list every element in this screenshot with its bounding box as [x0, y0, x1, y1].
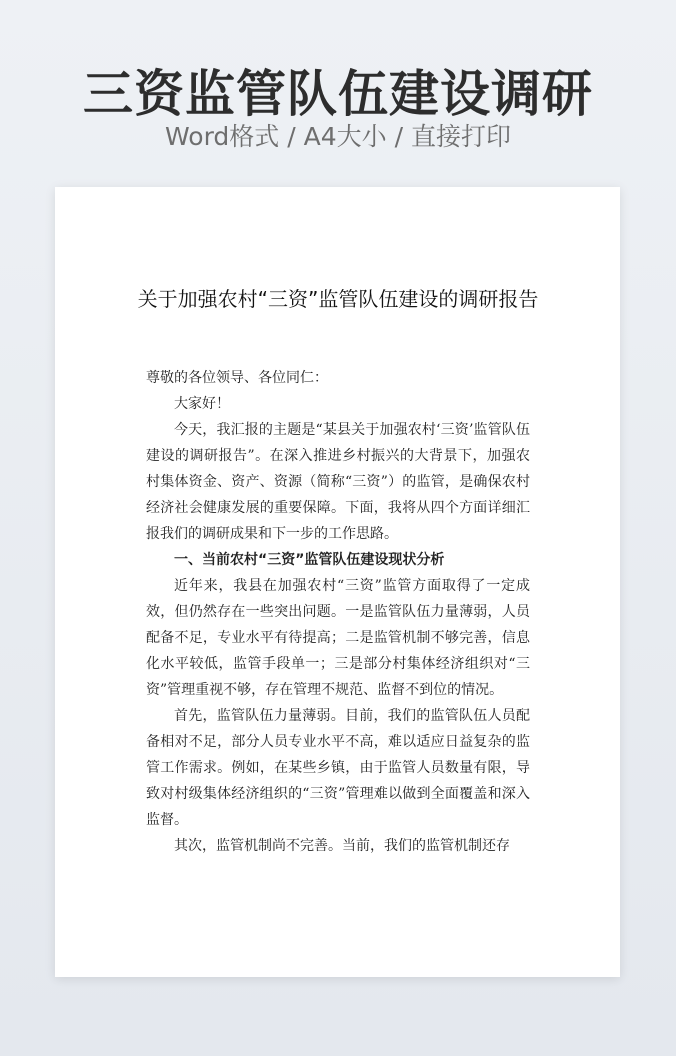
greeting: 大家好！ [174, 396, 230, 412]
banner-title: 三资监管队伍建设调研 [83, 65, 593, 123]
paragraph: 其次，监管机制尚不完善。当前，我们的监管机制还存 [174, 838, 510, 854]
document-title: 关于加强农村“三资”监管队伍建设的调研报告 [137, 287, 539, 311]
document-body [146, 365, 530, 859]
banner-subtitle: Word格式 / A4大小 / 直接打印 [165, 122, 511, 151]
paragraph: 近年来，我县在加强农村“三资”监管方面取得了一定成效，但仍然存在一些突出问题。一是监管队伍力量薄弱，人员配备不足，专业水平有待提高；二是监管机制不够完善，信息化水平较低，监管手段单一；三是部分村集体经济组织对“三资”管理重视不够，存在管理不规范、监督不到位的情况。 [146, 578, 530, 698]
salutation: 尊敬的各位领导、各位同仁： [146, 370, 328, 386]
paragraph: 首先，监管队伍力量薄弱。目前，我们的监管队伍人员配备相对不足，部分人员专业水平不高，难以适应日益复杂的监管工作需求。例如，在某些乡镇，由于监管人员数量有限，导致对村级集体经济组织的“三资”管理难以做到全面覆盖和深入监督。 [146, 708, 530, 828]
section-heading: 一、当前农村“三资”监管队伍建设现状分析 [174, 552, 445, 568]
intro-paragraph: 今天，我汇报的主题是“某县关于加强农村‘三资’监管队伍建设的调研报告”。在深入推进乡村振兴的大背景下，加强农村集体资金、资产、资源（简称“三资”）的监管，是确保农村经济社会健康发展的重要保障。下面，我将从四个方面详细汇报我们的调研成果和下一步的工作思路。 [146, 422, 530, 542]
